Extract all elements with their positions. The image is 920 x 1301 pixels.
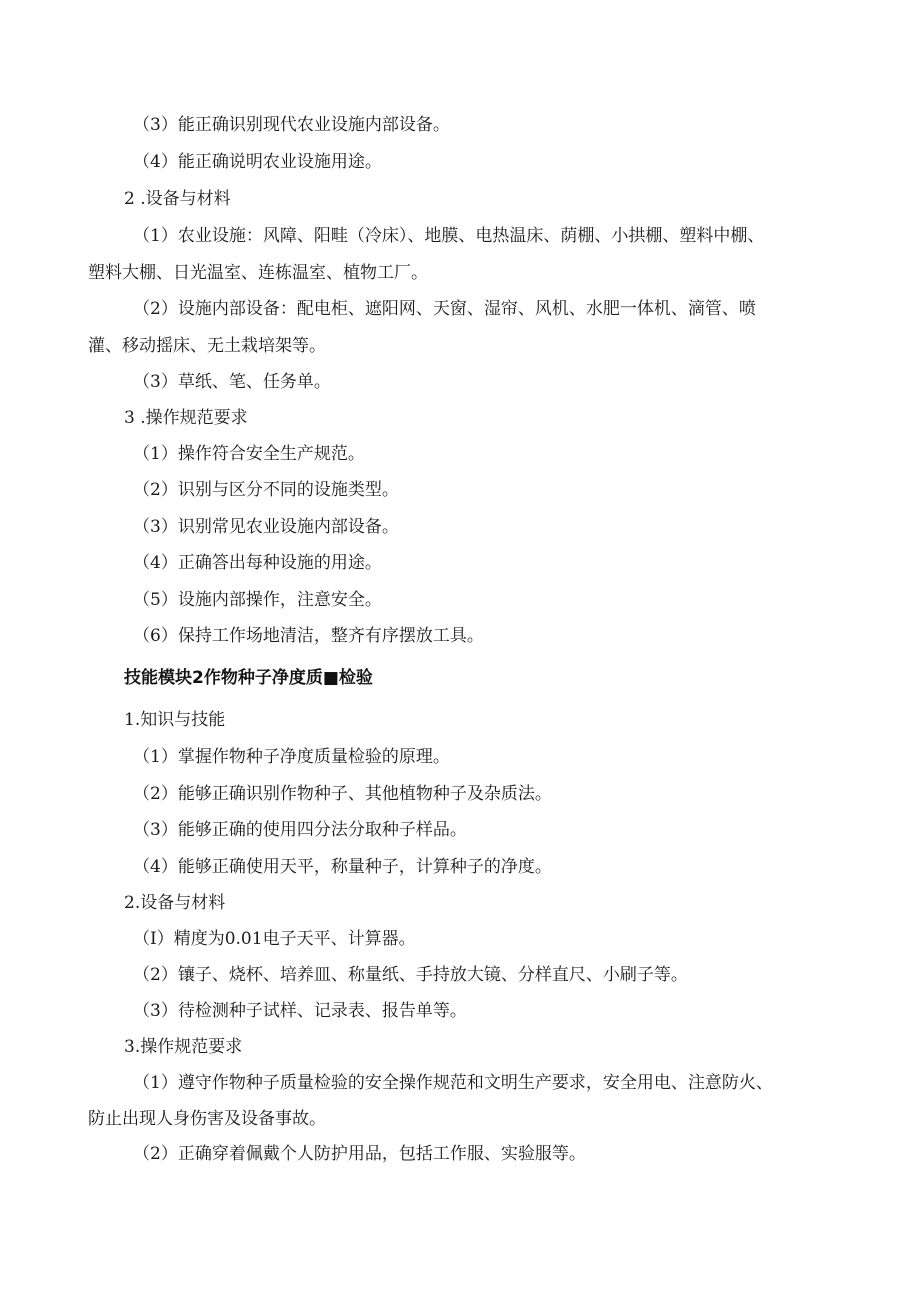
text-line: （2）镶子、烧杯、培养皿、称量纸、手持放大镜、分样直尺、小刷子等。 — [133, 965, 688, 985]
text-line: 灌、移动摇床、无土栽培架等。 — [88, 336, 326, 356]
text-line: （3）能够正确的使用四分法分取种子样品。 — [133, 820, 467, 840]
section-heading: 2 .设备与材料 — [124, 189, 231, 209]
text-line: （1）掌握作物种子净度质量检验的原理。 — [133, 747, 450, 767]
module-heading: 技能模块2作物种子净度质■检验 — [124, 668, 373, 688]
section-heading: 3.操作规范要求 — [124, 1037, 243, 1057]
text-line: （3）识别常见农业设施内部设备。 — [133, 517, 399, 537]
text-line: （5）设施内部操作，注意安全。 — [133, 590, 382, 610]
text-line: （2）识别与区分不同的设施类型。 — [133, 480, 399, 500]
text-line: （I）精度为0.01电子天平、计算器。 — [133, 929, 416, 949]
text-line: （1）操作符合安全生产规范。 — [133, 444, 365, 464]
text-line: （3）待检测种子试样、记录表、报告单等。 — [133, 1001, 467, 1021]
text-line: （3）草纸、笔、任务单。 — [133, 372, 331, 392]
text-line: （1）农业设施：风障、阳畦（冷床）、地膜、电热温床、荫棚、小拱棚、塑料中棚、 — [133, 226, 765, 246]
section-heading: 2.设备与材料 — [124, 893, 226, 913]
text-line: （3）能正确识别现代农业设施内部设备。 — [133, 115, 450, 135]
text-line: 塑料大棚、日光温室、连栋温室、植物工厂。 — [88, 263, 428, 283]
text-line: （6）保持工作场地清洁，整齐有序摆放工具。 — [133, 626, 484, 646]
text-line: （1）遵守作物种子质量检验的安全操作规范和文明生产要求，安全用电、注意防火、 — [133, 1073, 773, 1093]
text-line: 防止出现人身伤害及设备事故。 — [88, 1109, 326, 1129]
text-line: （4）能正确说明农业设施用途。 — [133, 152, 382, 172]
section-heading: 3 .操作规范要求 — [124, 408, 248, 428]
text-line: （2）正确穿着佩戴个人防护用品，包括工作服、实验服等。 — [133, 1144, 586, 1164]
section-heading: 1.知识与技能 — [124, 710, 226, 730]
text-line: （4）正确答出每种设施的用途。 — [133, 553, 382, 573]
text-line: （4）能够正确使用天平，称量种子，计算种子的净度。 — [133, 857, 552, 877]
text-line: （2）能够正确识别作物种子、其他植物种子及杂质法。 — [133, 784, 552, 804]
text-line: （2）设施内部设备：配电柜、遮阳网、天窗、湿帘、风机、水肥一体机、滴管、喷 — [133, 299, 756, 319]
